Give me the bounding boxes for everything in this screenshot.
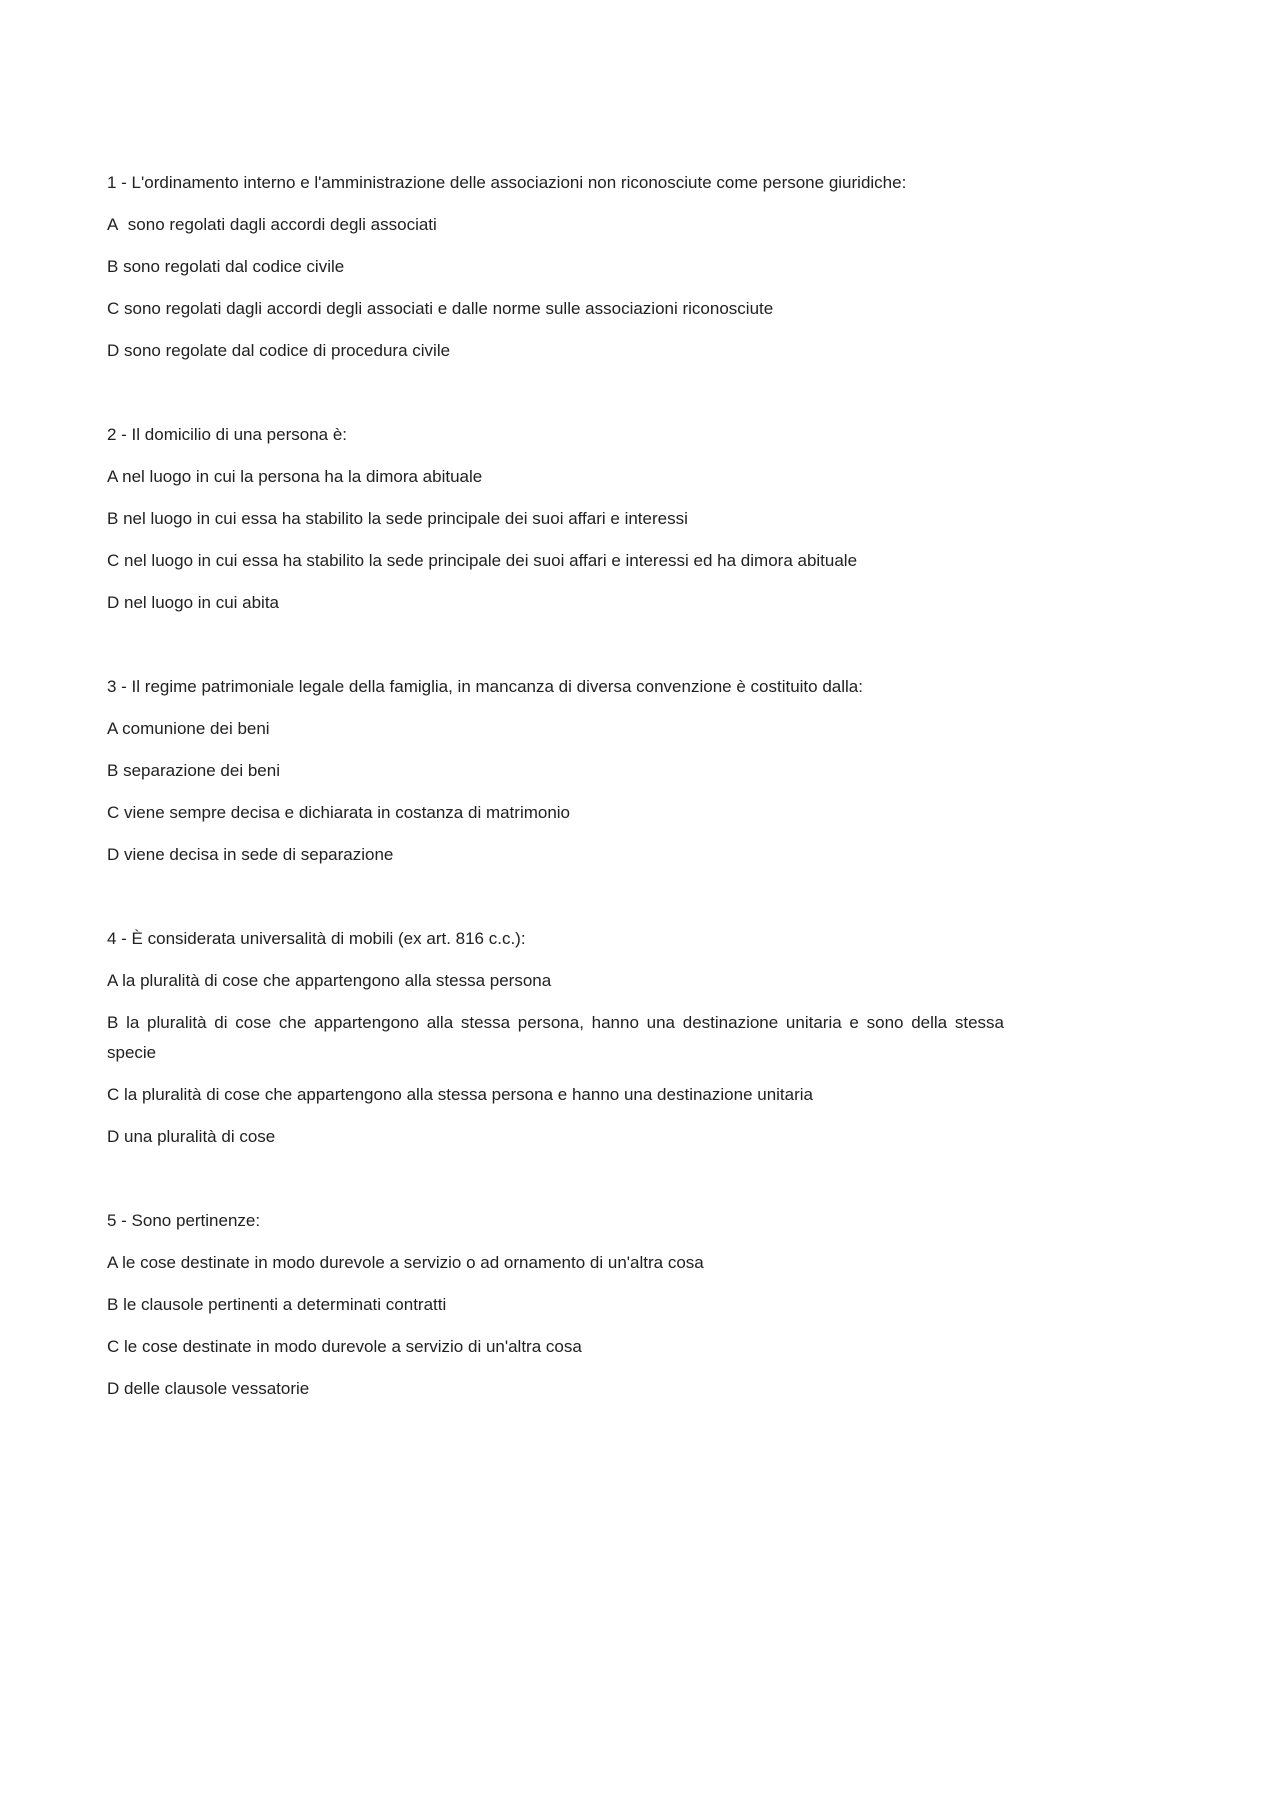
option-text: sono regolati dagli accordi degli associati e dalle norme sulle associazioni riconosciute [124, 299, 774, 318]
option [107, 252, 1004, 282]
option-text: la pluralità di cose che appartengono alla stessa persona e hanno una destinazione unitaria [124, 1085, 813, 1104]
option-text: comunione dei beni [122, 719, 270, 738]
question-1 [107, 168, 1004, 366]
option-label: B [107, 761, 119, 780]
option [107, 336, 1004, 366]
option-text: nel luogo in cui la persona ha la dimora abituale [122, 467, 483, 486]
option-text: viene sempre decisa e dichiarata in costanza di matrimonio [124, 803, 571, 822]
question-title: 2 - Il domicilio di una persona è: [107, 425, 348, 444]
option-text: sono regolate dal codice di procedura civile [124, 341, 451, 360]
option-label: B [107, 509, 119, 528]
option-text: nel luogo in cui essa ha stabilito la sede principale dei suoi affari e interessi [123, 509, 688, 528]
option [107, 588, 1004, 618]
option-label: A [107, 1253, 118, 1272]
option-label: C [107, 299, 120, 318]
option [107, 1248, 1004, 1278]
option-label: C [107, 1337, 120, 1356]
option-text: la pluralità di cose che appartengono alla stessa persona [122, 971, 552, 990]
option-label: D [107, 845, 120, 864]
option-text: una pluralità di cose [124, 1127, 276, 1146]
option [107, 1374, 1004, 1404]
option [107, 462, 1004, 492]
option-label: C [107, 803, 120, 822]
option-text: la pluralità di cose che appartengono alla stessa persona, hanno una destinazione unitaria e sono della stessa specie [107, 1013, 1004, 1062]
option-label: D [107, 1379, 120, 1398]
option [107, 1332, 1004, 1362]
option [107, 756, 1004, 786]
question-2 [107, 420, 1004, 618]
option-text: le cose destinate in modo durevole a servizio di un'altra cosa [124, 1337, 582, 1356]
option-label: D [107, 341, 120, 360]
option-label: A [107, 971, 118, 990]
question-title: 4 - È considerata universalità di mobili (ex art. 816 c.c.): [107, 929, 526, 948]
option-label: A [107, 467, 118, 486]
option-text: separazione dei beni [123, 761, 280, 780]
option-text: le cose destinate in modo durevole a servizio o ad ornamento di un'altra cosa [122, 1253, 704, 1272]
option-label: D [107, 593, 120, 612]
option-text: sono regolati dagli accordi degli associati [127, 215, 437, 234]
option-label: A [107, 719, 118, 738]
option [107, 798, 1004, 828]
option-label: A [107, 215, 119, 234]
question-title: 5 - Sono pertinenze: [107, 1211, 261, 1230]
option-label: D [107, 1127, 120, 1146]
option-text: nel luogo in cui abita [124, 593, 280, 612]
option [107, 504, 1004, 534]
option-text: viene decisa in sede di separazione [124, 845, 394, 864]
question-5 [107, 1206, 1004, 1404]
option-text: nel luogo in cui essa ha stabilito la sede principale dei suoi affari e interessi ed ha dimora abituale [124, 551, 858, 570]
option [107, 1290, 1004, 1320]
option-label: C [107, 551, 120, 570]
question-3 [107, 672, 1004, 870]
option [107, 714, 1004, 744]
option-label: C [107, 1085, 120, 1104]
option [107, 1122, 1004, 1152]
option-label: B [107, 1013, 119, 1032]
option-label: B [107, 257, 119, 276]
option-text: le clausole pertinenti a determinati contratti [123, 1295, 447, 1314]
option [107, 546, 1004, 576]
question-4 [107, 924, 1004, 1152]
option [107, 1008, 1004, 1068]
option [107, 840, 1004, 870]
option [107, 210, 1004, 240]
question-title: 1 - L'ordinamento interno e l'amministrazione delle associazioni non riconosciute come persone giuridiche: [107, 173, 907, 192]
option-label: B [107, 1295, 119, 1314]
option [107, 1080, 1004, 1110]
option [107, 966, 1004, 996]
question-title: 3 - Il regime patrimoniale legale della famiglia, in mancanza di diversa convenzione è costituito dalla: [107, 677, 863, 696]
option-text: sono regolati dal codice civile [123, 257, 345, 276]
option-text: delle clausole vessatorie [124, 1379, 310, 1398]
option [107, 294, 1004, 324]
